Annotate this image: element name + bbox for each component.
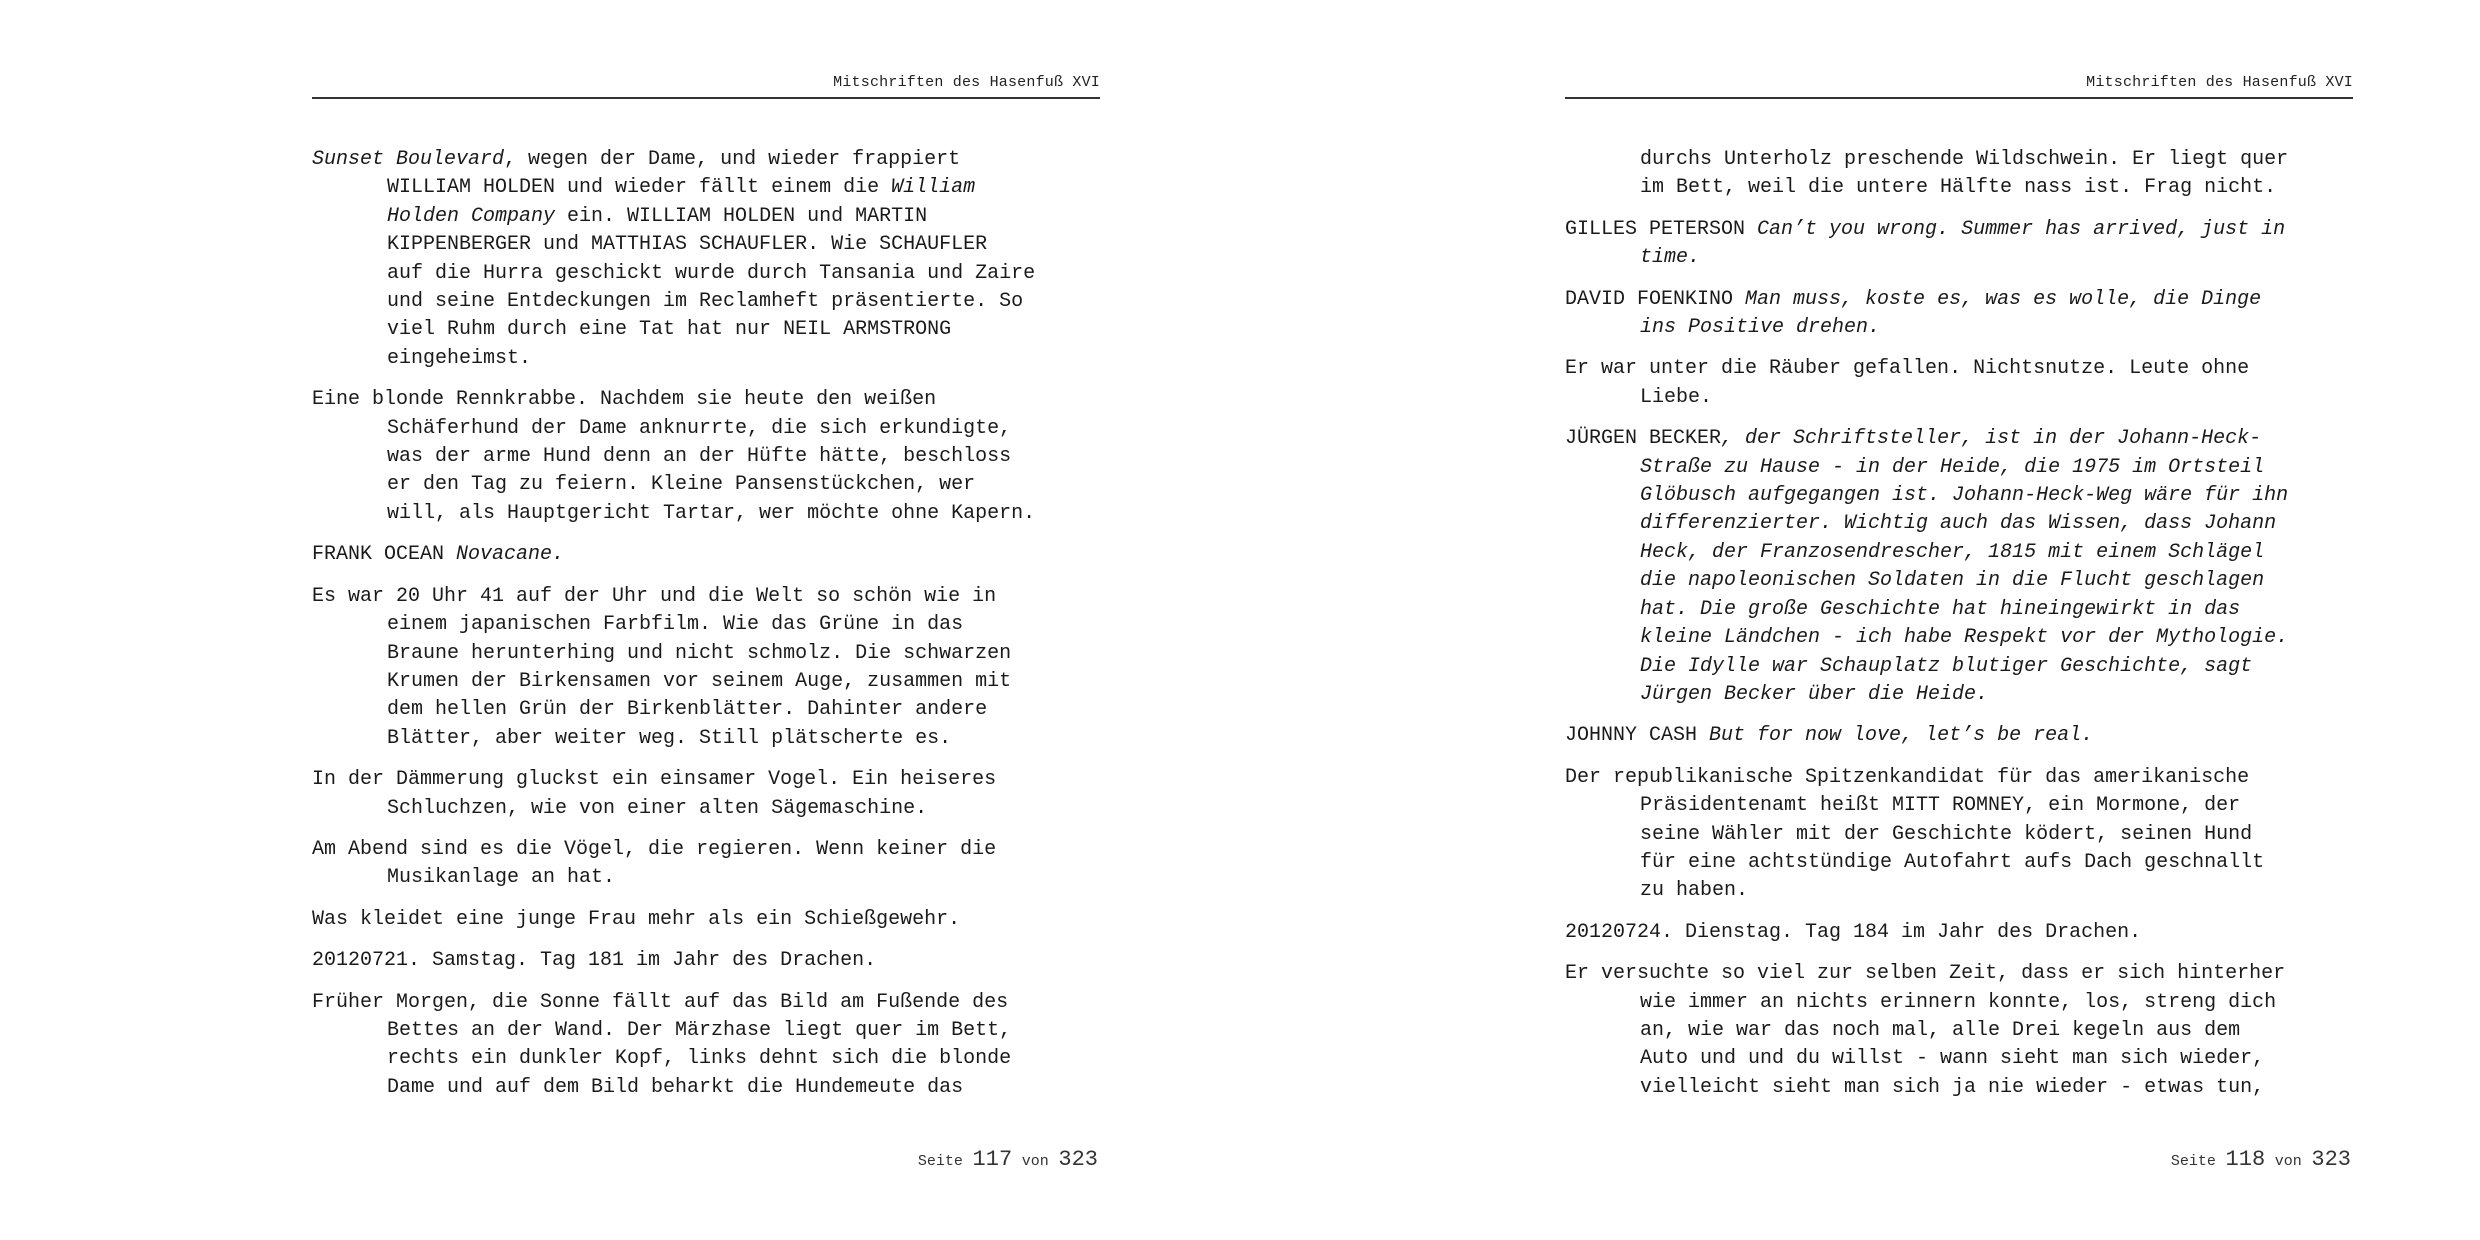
text-run: Der republikanische Spitzenkandidat für das amerikanische — [1565, 765, 2250, 789]
text-run: Auto und und du willst - wann sieht man sich wieder, — [1640, 1047, 2265, 1071]
text-line — [387, 1045, 1100, 1073]
text-line — [387, 316, 1100, 344]
italic-text: Straße zu Hause - in der Heide, die 1975 im Ortsteil — [1640, 455, 2265, 479]
text-line — [1640, 681, 2353, 709]
paragraph — [1565, 355, 2353, 412]
text-line — [1565, 764, 2353, 792]
text-run: Am Abend sind es die Vögel, die regieren. Wenn keiner die — [312, 837, 997, 861]
text-run: FRANK OCEAN — [312, 543, 457, 567]
page-number-right — [1565, 1147, 2351, 1172]
text-line — [1640, 482, 2353, 510]
paragraph — [312, 906, 1100, 934]
text-line — [1640, 792, 2353, 820]
text-run: JÜRGEN BECKER — [1565, 427, 1722, 451]
total-pages: 323 — [1058, 1147, 1098, 1172]
text-run: DAVID FOENKINO — [1565, 287, 1746, 311]
text-run: KIPPENBERGER und MATTHIAS SCHAUFLER. Wie SCHAUFLER — [387, 233, 988, 257]
running-header-left: Mitschriften des Hasenfuß XVI — [833, 74, 1100, 91]
text-line — [1640, 539, 2353, 567]
text-run: an, wie war das noch mal, alle Drei kegeln aus dem — [1640, 1018, 2241, 1042]
text-line — [312, 541, 1100, 569]
text-run: er den Tag zu feiern. Kleine Pansenstückchen, wer — [387, 473, 976, 497]
text-run: 20120721. Samstag. Tag 181 im Jahr des Drachen. — [312, 949, 877, 973]
text-line — [312, 583, 1100, 611]
paragraph — [1565, 216, 2353, 273]
text-line — [387, 864, 1100, 892]
text-line — [1565, 355, 2353, 383]
text-run: ein. WILLIAM HOLDEN und MARTIN — [555, 204, 928, 228]
italic-text: kleine Ländchen - ich habe Respekt vor der Mythologie. — [1640, 626, 2289, 650]
paragraph — [1565, 960, 2353, 1102]
text-run: Eine blonde Rennkrabbe. Nachdem sie heute den weißen — [312, 388, 937, 412]
text-run: eingeheimst. — [387, 346, 532, 370]
text-run: JOHNNY CASH — [1565, 724, 1710, 748]
text-line — [312, 906, 1100, 934]
text-line — [1640, 624, 2353, 652]
italic-text: ins Positive drehen. — [1640, 316, 1881, 340]
paragraph — [312, 766, 1100, 823]
paragraph — [1565, 919, 2353, 947]
text-line — [387, 203, 1100, 231]
text-line — [387, 288, 1100, 316]
text-run: Krumen der Birkensamen vor seinem Auge, zusammen mit — [387, 669, 1012, 693]
von-label: von — [1021, 1153, 1049, 1170]
text-run: Blätter, aber weiter weg. Still plätscherte es. — [387, 726, 952, 750]
text-line — [1640, 877, 2353, 905]
text-run: vielleicht sieht man sich ja nie wieder - etwas tun, — [1640, 1075, 2265, 1099]
text-run: rechts ein dunkler Kopf, links dehnt sich die blonde — [387, 1047, 1012, 1071]
italic-text: differenzierter. Wichtig auch das Wissen, dass Johann — [1640, 512, 2277, 536]
text-line — [387, 443, 1100, 471]
von-label: von — [2274, 1153, 2302, 1170]
paragraph — [312, 989, 1100, 1103]
left-page — [312, 0, 1100, 1240]
italic-text: die napoleonischen Soldaten in die Flucht geschlagen — [1640, 569, 2265, 593]
text-line — [1565, 919, 2353, 947]
text-run: , wegen der Dame, und wieder frappiert — [504, 148, 961, 171]
text-line — [387, 640, 1100, 668]
paragraph — [312, 541, 1100, 569]
text-run: Schäferhund der Dame anknurrte, die sich erkundigte, — [387, 416, 1012, 440]
text-line — [1640, 989, 2353, 1017]
text-run: Braune herunterhing und nicht schmolz. Die schwarzen — [387, 641, 1012, 665]
text-run: im Bett, weil die untere Hälfte nass ist. Frag nicht. — [1640, 176, 2277, 200]
text-run: dem hellen Grün der Birkenblätter. Dahinter andere — [387, 698, 988, 722]
text-line — [387, 611, 1100, 639]
text-line — [1640, 1017, 2353, 1045]
text-line — [1640, 567, 2353, 595]
paragraph — [312, 146, 1100, 373]
text-line — [1640, 510, 2353, 538]
italic-text: Heck, der Franzosendrescher, 1815 mit einem Schlägel — [1640, 540, 2265, 564]
text-line — [1640, 244, 2353, 272]
text-run: Was kleidet eine junge Frau mehr als ein Schießgewehr. — [312, 907, 961, 931]
italic-text: Can’t you wrong. Summer has arrived, just in — [1757, 217, 2286, 241]
text-line — [387, 231, 1100, 259]
text-line — [1640, 454, 2353, 482]
text-line — [1565, 216, 2353, 244]
text-line — [1565, 286, 2353, 314]
text-line — [1640, 314, 2353, 342]
italic-text: hat. Die große Geschichte hat hineingewirkt in das — [1640, 597, 2241, 621]
text-line — [1640, 146, 2353, 174]
text-run: Liebe. — [1640, 385, 1713, 409]
text-run: Schluchzen, wie von einer alten Sägemaschine. — [387, 796, 928, 820]
paragraph — [312, 836, 1100, 893]
paragraph — [312, 386, 1100, 528]
text-line — [387, 696, 1100, 724]
italic-text: , der Schriftsteller, ist in der Johann-Heck- — [1721, 427, 2262, 451]
right-page — [1565, 0, 2353, 1240]
text-line — [1640, 653, 2353, 681]
text-run: Es war 20 Uhr 41 auf der Uhr und die Welt so schön wie in — [312, 584, 997, 608]
paragraph — [1565, 425, 2353, 709]
text-line — [387, 415, 1100, 443]
text-run: In der Dämmerung gluckst ein einsamer Vogel. Ein heiseres — [312, 768, 997, 792]
text-run: Musikanlage an hat. — [387, 866, 616, 890]
text-line — [1640, 384, 2353, 412]
text-line — [387, 345, 1100, 373]
paragraph — [1565, 286, 2353, 343]
text-run: für eine achtstündige Autofahrt aufs Dach geschnallt — [1640, 850, 2265, 874]
text-line — [312, 989, 1100, 1017]
text-line — [1640, 596, 2353, 624]
italic-text: Die Idylle war Schauplatz blutiger Geschichte, sagt — [1640, 654, 2253, 678]
header-rule-right — [1565, 97, 2353, 99]
text-run: seine Wähler mit der Geschichte ködert, seinen Hund — [1640, 822, 2253, 846]
paragraph — [1565, 722, 2353, 750]
text-line — [312, 386, 1100, 414]
header-rule-left — [312, 97, 1100, 99]
text-line — [312, 836, 1100, 864]
text-run: durchs Unterholz preschende Wildschwein. Er liegt quer — [1640, 148, 2289, 171]
text-run: Er versuchte so viel zur selben Zeit, dass er sich hinterher — [1565, 962, 2286, 986]
text-line — [387, 471, 1100, 499]
seite-label: Seite — [2170, 1153, 2216, 1170]
text-run: will, als Hauptgericht Tartar, wer möchte ohne Kapern. — [387, 501, 1036, 525]
page-number-left — [312, 1147, 1098, 1172]
text-run: 20120724. Dienstag. Tag 184 im Jahr des Drachen. — [1565, 920, 2142, 944]
text-line — [1565, 722, 2353, 750]
text-line — [387, 1017, 1100, 1045]
paragraph — [312, 947, 1100, 975]
text-run: Bettes an der Wand. Der Märzhase liegt quer im Bett, — [387, 1018, 1012, 1042]
total-pages: 323 — [2311, 1147, 2351, 1172]
text-line — [312, 146, 1100, 174]
italic-text: Sunset Boulevard — [312, 148, 505, 171]
text-run: einem japanischen Farbfilm. Wie das Grüne in das — [387, 613, 964, 637]
text-run: GILLES PETERSON — [1565, 217, 1758, 241]
running-header-right: Mitschriften des Hasenfuß XVI — [2086, 74, 2353, 91]
text-run: Er war unter die Räuber gefallen. Nichtsnutze. Leute ohne — [1565, 357, 2250, 381]
right-page-body — [1565, 146, 2353, 1115]
text-run: auf die Hurra geschickt wurde durch Tansania und Zaire — [387, 261, 1036, 285]
text-line — [387, 668, 1100, 696]
italic-text: time. — [1640, 246, 1701, 270]
text-line — [1565, 425, 2353, 453]
text-line — [387, 1074, 1100, 1102]
italic-text: Jürgen Becker über die Heide. — [1640, 682, 1989, 706]
text-run: Dame und auf dem Bild beharkt die Hundemeute das — [387, 1075, 964, 1099]
seite-label: Seite — [917, 1153, 963, 1170]
text-line — [312, 947, 1100, 975]
text-line — [1640, 849, 2353, 877]
italic-text: Man muss, koste es, was es wolle, die Dinge — [1745, 287, 2262, 311]
text-line — [312, 766, 1100, 794]
text-line — [1640, 1074, 2353, 1102]
text-run: WILLIAM HOLDEN und wieder fällt einem die — [387, 176, 892, 200]
text-line — [387, 174, 1100, 202]
text-line — [387, 795, 1100, 823]
paragraph-continuation — [1565, 146, 2353, 203]
left-page-body — [312, 146, 1100, 1115]
text-run: Präsidentenamt heißt MITT ROMNEY, ein Mormone, der — [1640, 794, 2241, 818]
text-run: was der arme Hund denn an der Hüfte hätte, beschloss — [387, 445, 1012, 469]
current-page-number: 117 — [972, 1147, 1013, 1172]
current-page-number: 118 — [2225, 1147, 2266, 1172]
italic-text: Holden Company — [387, 204, 556, 228]
italic-text: Glöbusch aufgegangen ist. Johann-Heck-Weg wäre für ihn — [1640, 484, 2289, 508]
italic-text: But for now love, let’s be real. — [1709, 724, 2094, 748]
text-line — [1565, 960, 2353, 988]
text-line — [387, 725, 1100, 753]
text-line — [387, 260, 1100, 288]
paragraph — [1565, 764, 2353, 906]
text-line — [1640, 821, 2353, 849]
text-run: viel Ruhm durch eine Tat hat nur NEIL ARMSTRONG — [387, 318, 952, 342]
italic-text: Novacane. — [456, 543, 565, 567]
text-line — [387, 500, 1100, 528]
text-line — [1640, 174, 2353, 202]
paragraph — [312, 583, 1100, 753]
text-run: und seine Entdeckungen im Reclamheft präsentierte. So — [387, 290, 1024, 314]
text-run: wie immer an nichts erinnern konnte, los, streng dich — [1640, 990, 2277, 1014]
italic-text: William — [891, 176, 976, 200]
text-line — [1640, 1045, 2353, 1073]
text-run: Früher Morgen, die Sonne fällt auf das Bild am Fußende des — [312, 990, 1009, 1014]
text-run: zu haben. — [1640, 879, 1749, 903]
